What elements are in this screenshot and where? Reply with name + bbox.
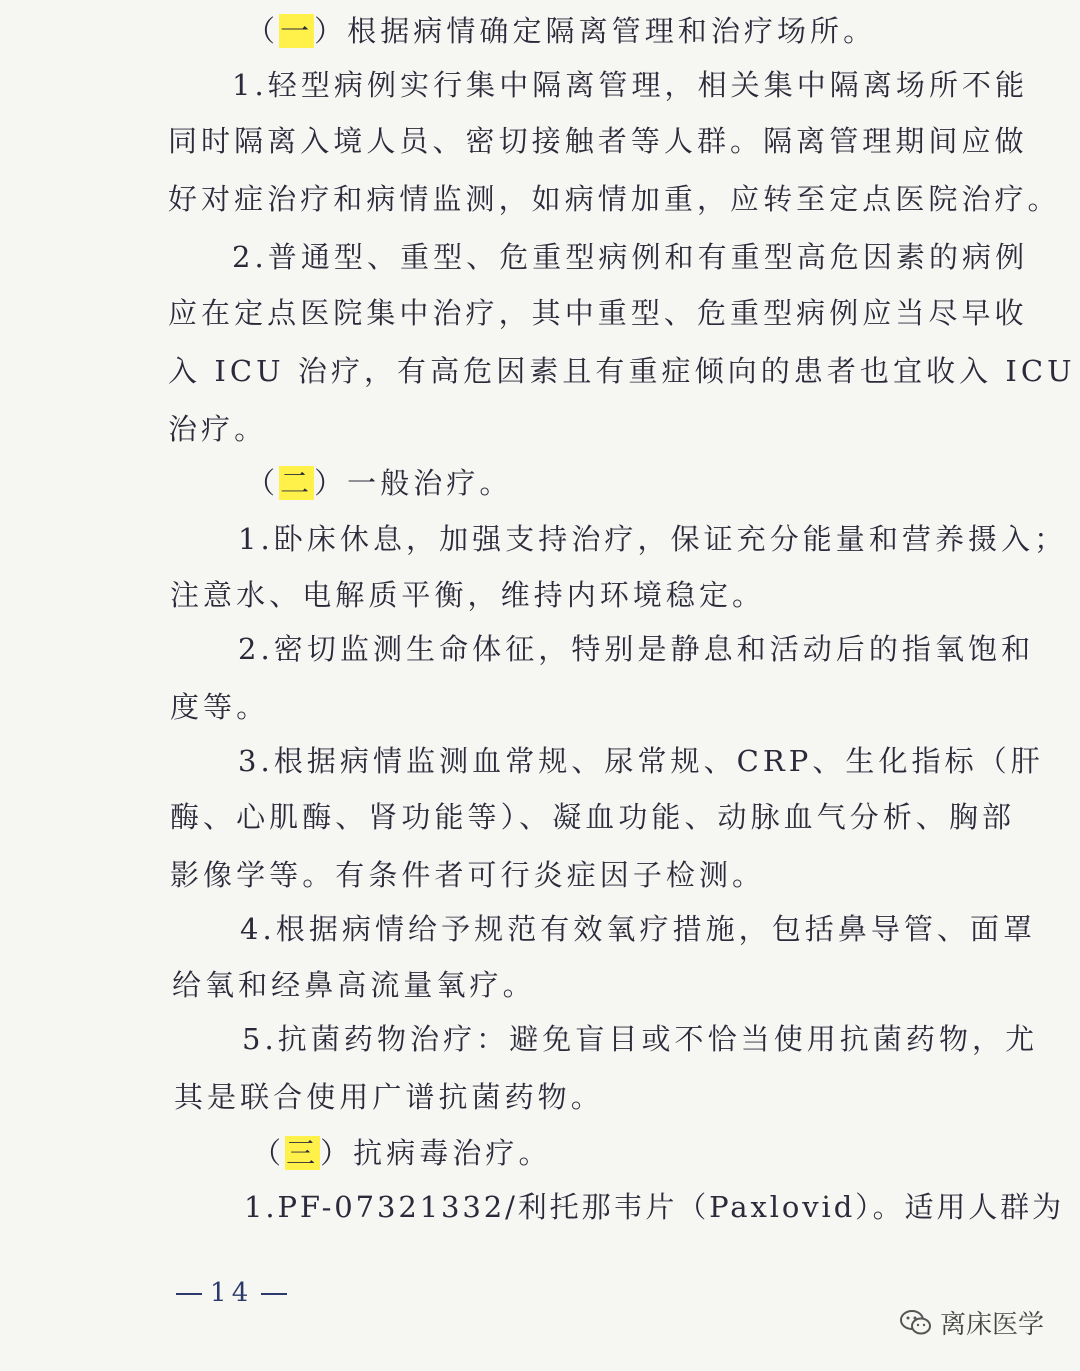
paragraph-line: 其是联合使用广谱抗菌药物。	[174, 1080, 604, 1114]
watermark	[900, 1304, 1044, 1341]
footer-dash-left	[176, 1293, 202, 1295]
paragraph-line: 3.根据病情监测血常规、尿常规、CRP、生化指标（肝	[238, 744, 1044, 778]
highlighted-numeral: 一	[280, 14, 314, 48]
paragraph-line: 入 ICU 治疗，有高危因素且有重症倾向的患者也宜收入 ICU	[168, 354, 1076, 388]
paragraph-line: 同时隔离入境人员、密切接触者等人群。隔离管理期间应做	[168, 124, 1028, 158]
paragraph-line: 2.密切监测生命体征，特别是静息和活动后的指氧饱和	[238, 632, 1035, 666]
heading-paren-open: （	[246, 466, 280, 500]
footer-dash-right	[261, 1293, 287, 1295]
heading-text: ）抗病毒治疗。	[320, 1136, 552, 1170]
paragraph-line: 1.卧床休息，加强支持治疗，保证充分能量和营养摄入；	[238, 522, 1068, 556]
paragraph-line: 2.普通型、重型、危重型病例和有重型高危因素的病例	[232, 240, 1029, 274]
paragraph-line: 1.轻型病例实行集中隔离管理，相关集中隔离场所不能	[232, 68, 1029, 102]
page-number-text: 14	[210, 1278, 254, 1308]
paragraph-line: 度等。	[170, 690, 270, 724]
heading-text: ）根据病情确定隔离管理和治疗场所。	[314, 14, 877, 48]
paragraph-line: 注意水、电解质平衡，维持内环境稳定。	[170, 578, 766, 612]
section-heading-1	[246, 12, 876, 50]
heading-text: ）一般治疗。	[314, 466, 513, 500]
paragraph-line: 治疗。	[168, 412, 268, 446]
page-number	[168, 1278, 295, 1308]
heading-paren-open: （	[246, 14, 280, 48]
paragraph-line: 影像学等。有条件者可行炎症因子检测。	[170, 858, 766, 892]
paragraph-line: 好对症治疗和病情监测，如病情加重，应转至定点医院治疗。	[168, 182, 1061, 216]
paragraph-line: 5.抗菌药物治疗：避免盲目或不恰当使用抗菌药物，尤	[242, 1022, 1039, 1056]
paragraph-line: 酶、心肌酶、肾功能等）、凝血功能、动脉血气分析、胸部	[170, 800, 1016, 834]
heading-paren-open: （	[252, 1136, 286, 1170]
paragraph-line: 给氧和经鼻高流量氧疗。	[172, 968, 536, 1002]
watermark-label: 离床医学	[939, 1310, 1044, 1340]
section-heading-3	[252, 1134, 552, 1172]
highlighted-numeral: 二	[280, 466, 314, 500]
paragraph-line: 应在定点医院集中治疗，其中重型、危重型病例应当尽早收	[168, 296, 1028, 330]
wechat-icon	[900, 1309, 932, 1337]
section-heading-2	[246, 464, 513, 502]
paragraph-line: 4.根据病情给予规范有效氧疗措施，包括鼻导管、面罩	[240, 912, 1037, 946]
highlighted-numeral: 三	[286, 1136, 320, 1170]
paragraph-line: 1.PF-07321332/利托那韦片（Paxlovid）。适用人群为	[244, 1190, 1064, 1224]
